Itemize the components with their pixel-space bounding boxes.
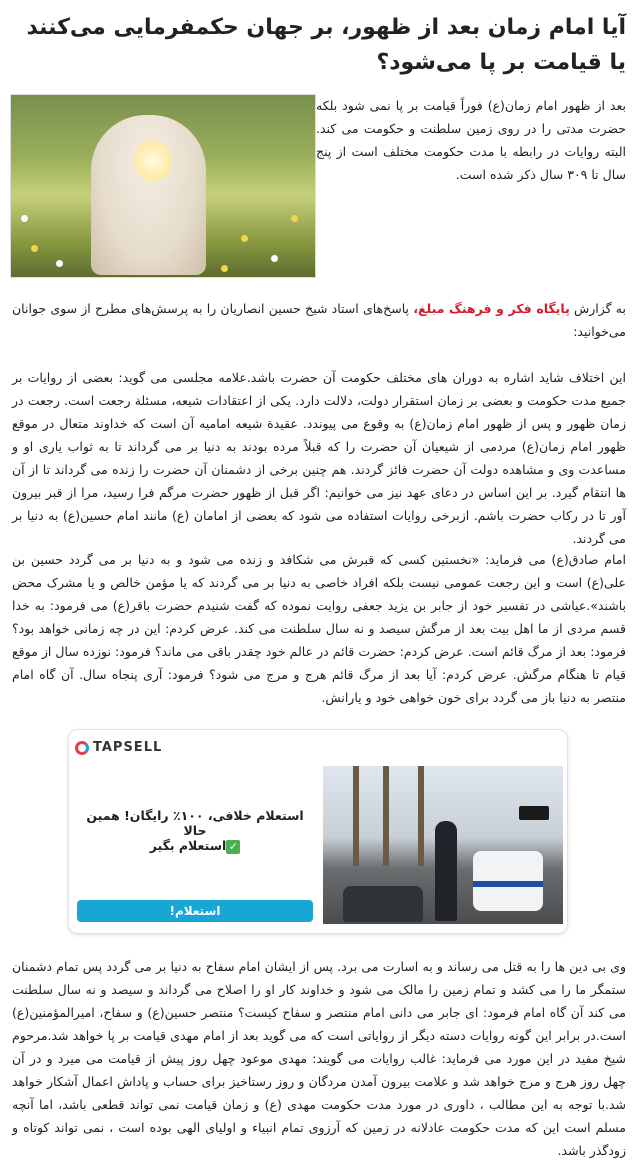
- ad-brand: TAPSELL: [93, 740, 163, 755]
- ad-subline: [77, 838, 313, 854]
- paragraph-2: امام صادق(ع) می فرماید: «نخستین کسی که قبرش می شکافد و زنده می شود و به دنیا بر می گردد حسین بن علی(ع) است و این رجعت عمومی نیست بلکه افراد خاصی به دنیا بر می گردند که یا مؤمن خالص و یا مشرک محض باشند».عیاشی در تفسیر خود از جابر بن یزید جعفی روایت نموده که گفت شنیدم حضرت باقر(ع) می فرمود: به خدا قسم مردی از ما اهل بیت بعد از مرگش سیصد و نه سال سلطنت می کند. عرض کردم: این در چه زمانی خواهد بود؟ فرمود: بعد از مرگ قائم است. عرض کردم: حضرت قائم در عالم خود چقدر باقی می ماند؟ فرمود: نوزده سال از موقع قیام تا هنگام مرگش. عرض کردم: آیا بعد از مرگ قائم هرج و مرج می شود؟ فرمود: آری پنجاه سال. آن گاه امام منتصر به دنیا باز می گردد برای خون خواهی خود و یارانش.: [12, 552, 626, 705]
- police-car: [473, 851, 543, 911]
- ad-headline: استعلام خلافی، ۱۰۰٪ رایگان! همین حالا: [86, 808, 304, 838]
- intro-paragraph: [12, 297, 626, 343]
- car-stripe: [473, 881, 543, 887]
- ad-sub-text: استعلام بگیر: [149, 838, 227, 853]
- article-title: آیا امام زمان بعد از ظهور، بر جهان حکمفرمایی می‌کنند یا قیامت بر پا می‌شود؟: [26, 15, 626, 75]
- car: [343, 886, 423, 922]
- speed-camera: [519, 806, 549, 820]
- paragraph-1: این اختلاف شاید اشاره به دوران های مختلف حکومت آن حضرت باشد.علامه مجلسی می گوید: بعضی از روایات بر جمیع مدت حکومت و بعضی بر زمان استقرار دولت، دلالت دارد. یکی از اعتقادات شیعه، مسئلة رجعت است. رجعت در زمان ظهور و پس از ظهور امام زمان(ع) به وقوع می پیوندد. عقیدة شیعه امامیه آن است که خداوند متعال در موقع ظهور امام زمان(ع) مردمی از شیعیان آن حضرت را که قبلاً مرده بودند به دنیا بر می گرداند تا به ثواب یاری او و مساعدت وی و مشاهده دولت آن حضرت فائز گردند. هم چنین برخی از دشمنان آن حضرت را زنده می گرداند تا از آن ها انتقام گیرد. بر این اساس در دعای عهد نیز می خوانیم: اگر قبل از ظهور حضرت مرگم فرا رسید، مرا از قبر بیرون آور تا در رکاب حضرت باشم. ازبرخی روایات استفاده می شود که بعضی از امامان (ع) مانند امام حسین(ع) به دنیا بر می گردند.: [12, 370, 626, 546]
- lead-section: [10, 94, 626, 278]
- officer: [435, 821, 457, 921]
- ad-cta-button[interactable]: استعلام!: [77, 900, 313, 922]
- flower: [21, 215, 28, 222]
- ad-logo: [75, 740, 162, 755]
- paragraph-3: وی بی دین ها را به قتل می رساند و به اسارت می برد. پس از ایشان امام سفاح به دنیا بر می گردد پس تمام دشمنان ستمگر ما را می کشد و تمام زمین را مالک می شود و خداوند کار او را اصلاح می گرداند و سیصد و نه سال سلطنت می کند آن گاه امام فرمود: ای جابر می دانی امام منتصر و سفاح کیست؟ منتصر حسین(ع) و سفاح، امیرالمؤمنین(ع) است.در برابر این گونه روایات دسته دیگر از روایاتی است که می گوید بعد از امام مهدی قیامت بر پا خواهد شد.مرحوم شیخ مفید در این مورد می فرماید: غالب روایات می گویند: مهدی موعود چهل روز پیش از قیامت می میرد و در آن چهل روز هرج و مرج خواهد شد و علامت بیرون آمدن مردگان و روز رستاخیز برای حساب و پاداش اعمال آشکار خواهد شد.با توجه به این مطالب ، داوری در مورد مدت حکومت مهدی (ع) و زمان قیامت نمی تواند قطعی باشد، اما آنچه مسلم است این که مدت حکومت عادلانه در زمین که آرزوی تمام انبیاء و اولیای الهی بوده است ، نمی تواند کوتاه و زودگذر باشد.: [12, 959, 626, 1158]
- lead-text: بعد از ظهور امام زمان(ع) فوراً قیامت بر پا نمی شود بلکه حضرت مدتی را در روی زمین سلطنت و حکومت می کند. البته روایات در رابطه با مدت حکومت مختلف است از پنج سال تا ۳۰۹ سال ذکر شده است.: [316, 98, 626, 182]
- hero-image: [10, 94, 316, 278]
- flower: [56, 260, 63, 267]
- ad-banner[interactable]: [68, 729, 568, 934]
- tree: [418, 766, 424, 866]
- figure-light: [134, 140, 172, 182]
- flower: [241, 235, 248, 242]
- check-icon: ✓: [226, 840, 240, 854]
- figure-robe: [91, 115, 206, 275]
- source-link[interactable]: پایگاه فکر و فرهنگ مبلغ،: [413, 301, 570, 316]
- flower: [221, 265, 228, 272]
- tree: [353, 766, 359, 866]
- ad-image[interactable]: [323, 766, 563, 924]
- flower: [271, 255, 278, 262]
- intro-suffix: پاسخ‌های استاد شیخ حسین انصاریان را به پرسش‌های مطرح از سوی جوانان می‌خوانید:: [12, 301, 626, 339]
- tree: [383, 766, 389, 866]
- flower: [31, 245, 38, 252]
- tapsell-logo-icon: [75, 741, 89, 755]
- intro-prefix: به گزارش: [569, 301, 626, 316]
- flower: [291, 215, 298, 222]
